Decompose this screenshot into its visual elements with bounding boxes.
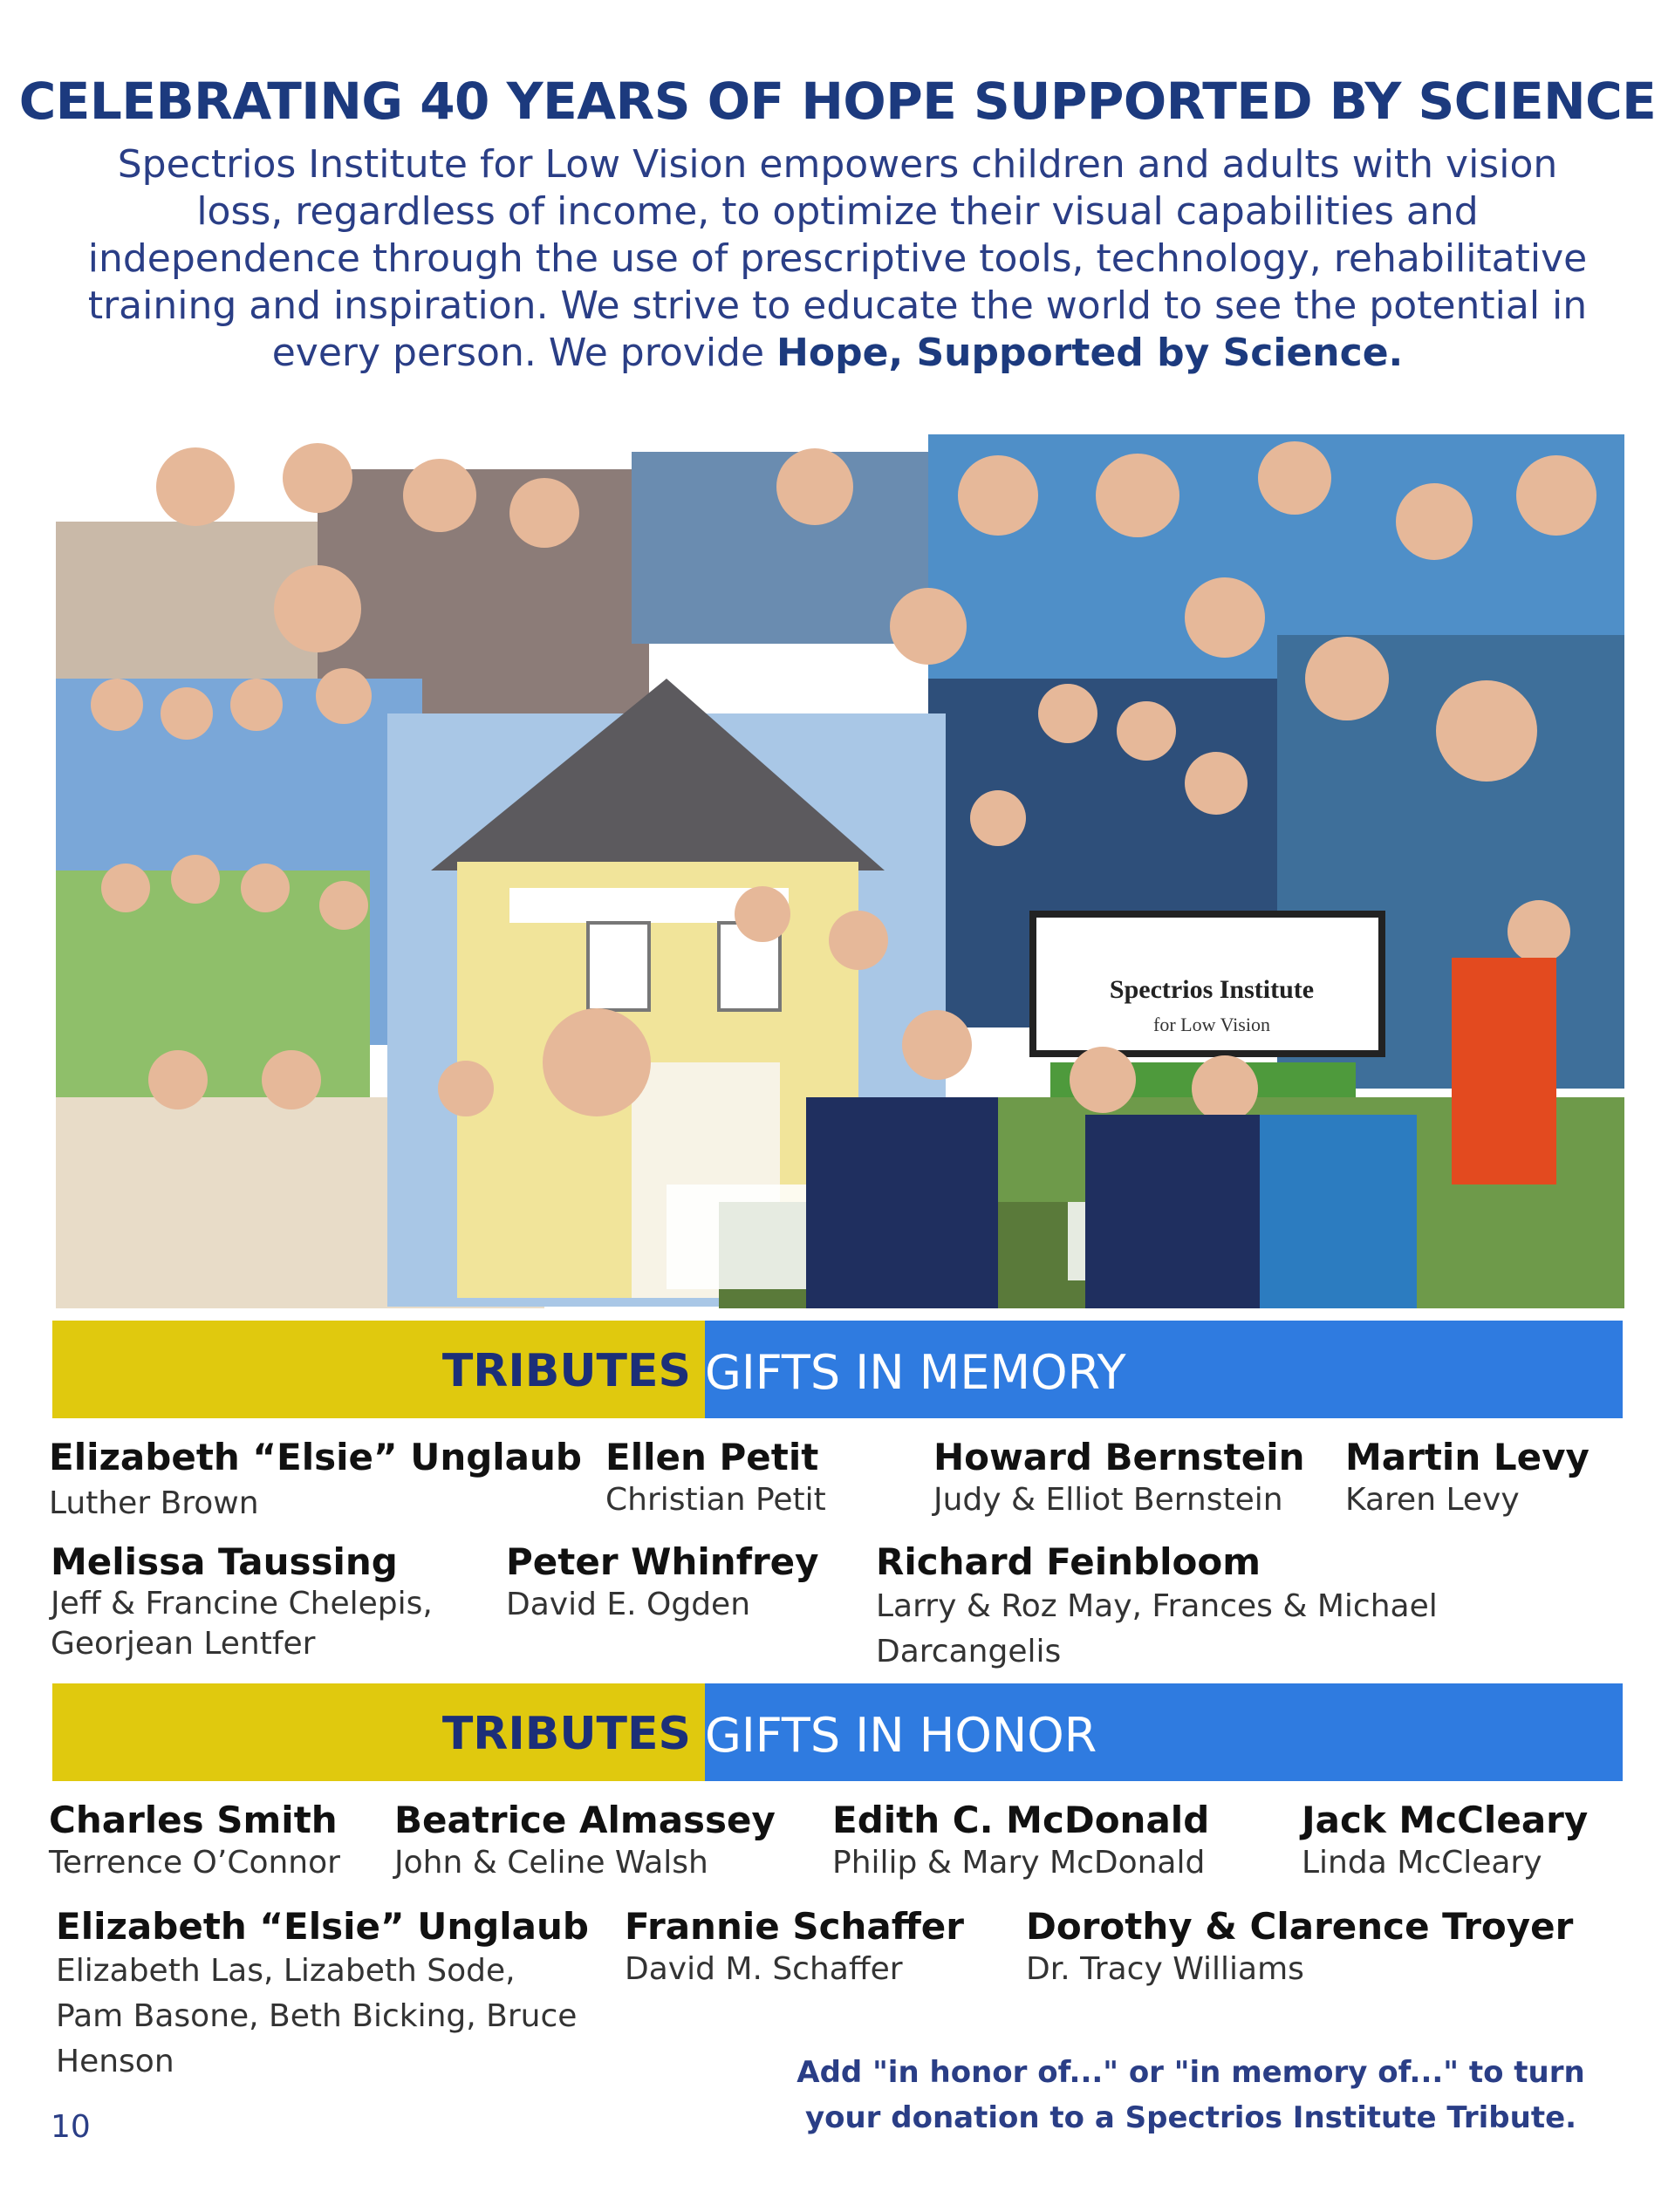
honor-banner [52,1683,1623,1781]
donor-name: Christian Petit [605,1482,826,1518]
tribute-note: Add "in honor of..." or "in memory of..." to turn your donation to a Spectrios Institute Tribute. [796,2055,1585,2135]
institute-sign-line2: for Low Vision [1153,1014,1270,1035]
memory-entry [51,1540,504,1664]
honoree-name: Jack McCleary [1302,1799,1589,1841]
memory-entry [605,1436,826,1521]
honoree-name: Charles Smith [49,1799,338,1841]
donor-name: John & Celine Walsh [394,1845,708,1881]
donor-name: Dr. Tracy Williams [1026,1951,1304,1987]
donor-name: Jeff & Francine Chelepis, Georjean Lentfer [51,1586,433,1662]
memory-banner [52,1321,1623,1418]
mission-emphasis: Hope, Supported by Science. [776,331,1404,375]
memory-tributes-label: TRIBUTES [441,1345,691,1397]
honoree-name: Richard Feinbloom [876,1540,1261,1583]
donor-name: Larry & Roz May, Frances & Michael Darcangelis [876,1588,1438,1669]
memory-entry [506,1540,819,1626]
memory-entry [1345,1436,1590,1521]
memory-entry [49,1436,582,1525]
page-number: 10 [51,2109,91,2145]
honoree-name: Howard Bernstein [933,1436,1305,1478]
collage-art [56,417,1624,1308]
donor-name: Luther Brown [49,1485,259,1521]
honoree-name: Beatrice Almassey [394,1799,776,1841]
memory-entry [933,1436,1305,1521]
honor-entry [394,1799,776,1884]
honoree-name: Melissa Taussing [51,1540,398,1583]
honoree-name: Peter Whinfrey [506,1540,819,1583]
donor-name: Elizabeth Las, Lizabeth Sode, Pam Basone, Beth Bicking, Bruce Henson [56,1953,578,2079]
donor-name: Philip & Mary McDonald [832,1845,1206,1881]
donor-name: Karen Levy [1345,1482,1520,1518]
page-headline: CELEBRATING 40 YEARS OF HOPE SUPPORTED BY SCIENCE [18,72,1657,131]
honor-entry [1026,1905,1573,1990]
honor-entry [832,1799,1209,1884]
honor-entry [625,1905,964,1990]
honoree-name: Ellen Petit [605,1436,819,1478]
photo-collage [56,417,1624,1308]
memory-title: GIFTS IN MEMORY [705,1345,1126,1400]
honoree-name: Martin Levy [1345,1436,1590,1478]
honoree-name: Elizabeth “Elsie” Unglaub [49,1436,582,1478]
mission-statement [87,141,1588,377]
donor-name: Judy & Elliot Bernstein [933,1482,1283,1518]
mission-text: Spectrios Institute for Low Vision empowers children and adults with vision loss, regardless of income, to optimize their visual capabilities and independence through the use of prescriptive tools, technology, rehabilitative training and inspiration. We strive to educate the world to see the potential in every person. We provide [87,142,1588,375]
honor-tributes-label: TRIBUTES [441,1708,691,1760]
honor-title: GIFTS IN HONOR [705,1708,1097,1763]
donor-name: David E. Ogden [506,1587,751,1622]
institute-sign-line1: Spectrios Institute [1109,975,1315,1004]
honoree-name: Elizabeth “Elsie” Unglaub [56,1905,589,1948]
honoree-name: Dorothy & Clarence Troyer [1026,1905,1574,1948]
donor-name: Terrence O’Connor [49,1845,340,1881]
honoree-name: Edith C. McDonald [832,1799,1210,1841]
donor-name: David M. Schaffer [625,1951,903,1987]
honor-entry [56,1905,589,2085]
donor-name: Linda McCleary [1302,1845,1542,1881]
honoree-name: Frannie Schaffer [625,1905,964,1948]
honor-entry [49,1799,340,1884]
memory-entry [876,1540,1504,1675]
honor-entry [1302,1799,1588,1884]
